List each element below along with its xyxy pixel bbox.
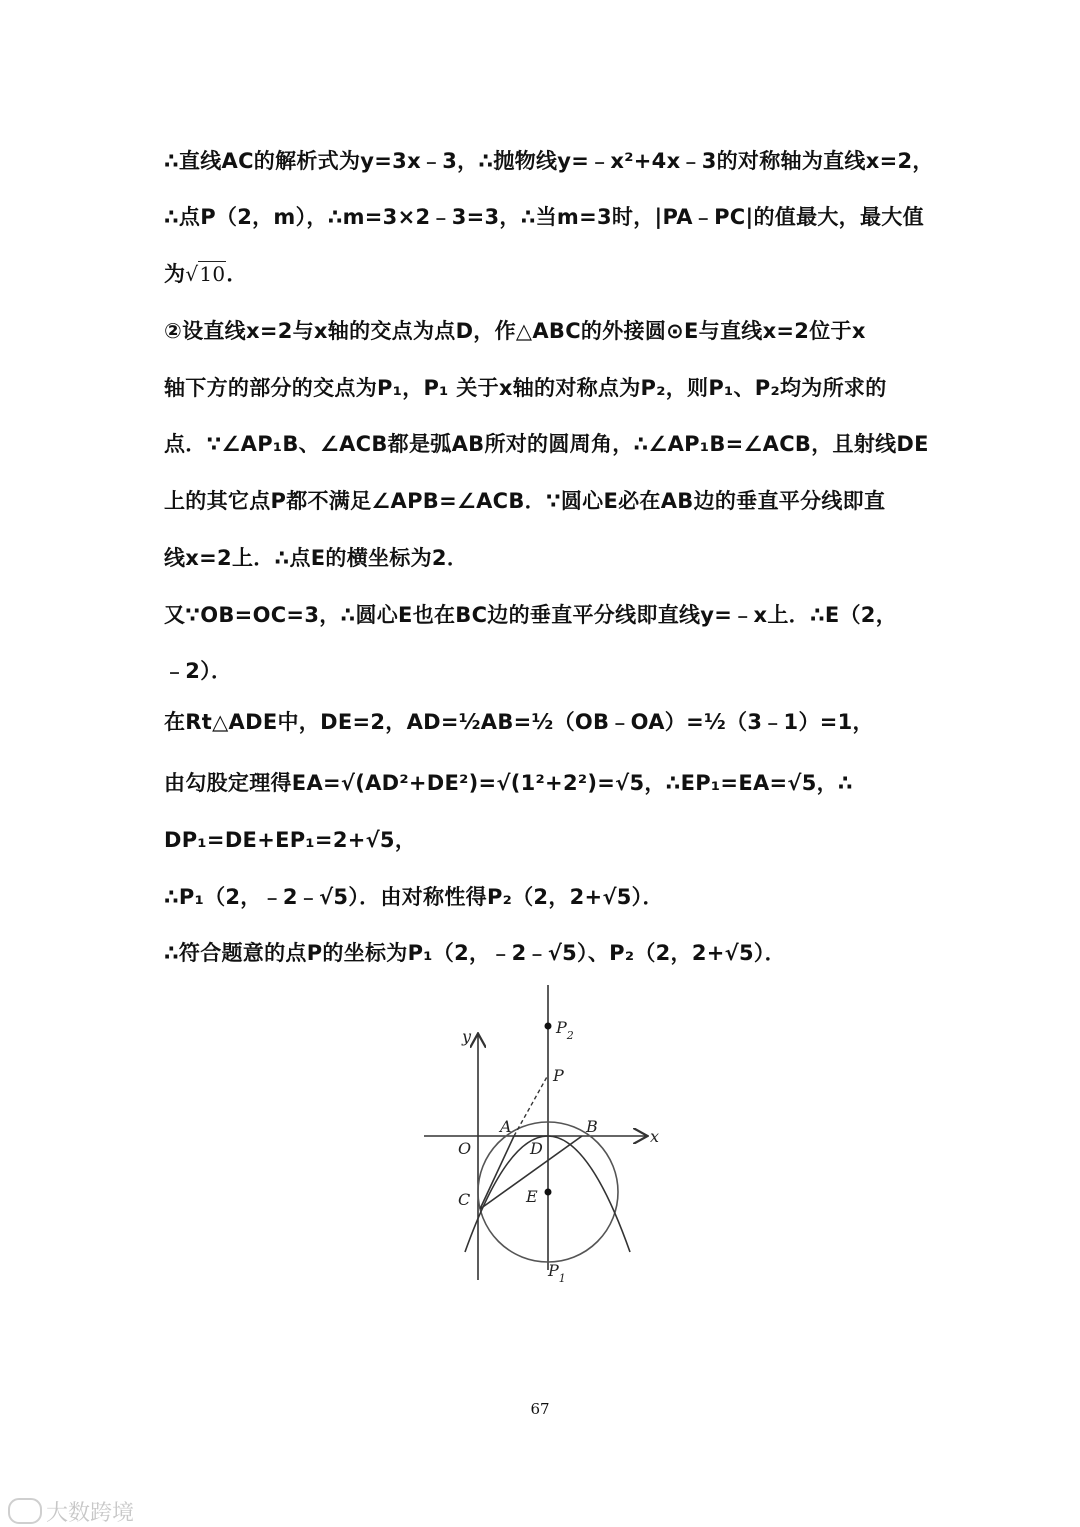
point-e (545, 1189, 552, 1196)
line-13-text: DP₁=DE+EP₁=2+√5， (164, 828, 417, 852)
label-p2-sub: 2 (566, 1029, 574, 1042)
line-4-text: ②设直线x=2与x轴的交点为点D，作△ABC的外接圆⊙E与直线x=2位于x (164, 319, 866, 343)
line-6-text: 点．∵∠AP₁B、∠ACB都是弧AB所对的圆周角，∴∠AP₁B=∠ACB，且射线DE (164, 432, 929, 456)
line-5 (164, 373, 887, 403)
line-11-text: 在Rt△ADE中，DE=2，AD=½AB=½（OB﹣OA）=½（3﹣1）=1， (164, 710, 874, 734)
label-p1 (547, 1261, 566, 1285)
line-9-text: 又∵OB=OC=3，∴圆心E也在BC边的垂直平分线即直线y=﹣x上．∴E（2， (164, 603, 898, 627)
sqrt-10-radicand: 10 (199, 262, 226, 286)
label-y: y (462, 1027, 472, 1046)
dashed-pa (514, 1075, 548, 1136)
line-5-text: 轴下方的部分的交点为P₁，P₁ 关于x轴的对称点为P₂，则P₁、P₂均为所求的 (164, 376, 887, 400)
line-3 (164, 259, 248, 289)
label-e: E (526, 1187, 538, 1206)
label-p1-letter: P (548, 1261, 559, 1280)
sqrt-10: √10 (185, 262, 226, 286)
line-8-text: 线x=2上．∴点E的横坐标为2． (164, 546, 469, 570)
line-1 (164, 146, 934, 176)
line-14-text: ∴P₁（2，﹣2﹣√5）．由对称性得P₂（2，2+√5）． (164, 885, 664, 909)
label-p2 (555, 1018, 574, 1042)
label-p2-letter: P (556, 1018, 567, 1037)
label-x: x (650, 1127, 660, 1146)
watermark (8, 1496, 134, 1527)
line-3-prefix: 为 (164, 262, 186, 286)
line-15-text: ∴符合题意的点P的坐标为P₁（2，﹣2﹣√5）、P₂（2，2+√5）． (164, 941, 786, 965)
label-b: B (586, 1117, 598, 1136)
line-11 (164, 707, 874, 737)
line-10 (164, 656, 232, 686)
line-7-text: 上的其它点P都不满足∠APB=∠ACB．∵圆心E必在AB边的垂直平分线即直 (164, 489, 886, 513)
line-10-text: ﹣2）． (164, 659, 233, 683)
line-12-text: 由勾股定理得EA=√(AD²+DE²)=√(1²+2²)=√5，∴EP₁=EA=√5，∴ (164, 771, 853, 795)
line-2 (164, 202, 924, 232)
line-8 (164, 543, 468, 573)
geometry-figure (410, 980, 680, 1290)
label-p1-sub: 1 (558, 1272, 566, 1285)
watermark-text: 大数跨境 (46, 1501, 135, 1526)
line-4 (164, 316, 866, 346)
line-12 (164, 768, 853, 798)
line-14 (164, 882, 664, 912)
line-7 (164, 486, 885, 516)
line-13 (164, 825, 416, 855)
label-o: O (458, 1139, 472, 1158)
page-number: 67 (530, 1400, 550, 1418)
point-p2 (545, 1023, 552, 1030)
label-d: D (530, 1139, 543, 1158)
line-6 (164, 429, 929, 459)
watermark-logo-icon (8, 1498, 42, 1524)
label-a: A (500, 1117, 512, 1136)
line-2-text: ∴点P（2，m），∴m=3×2﹣3=3，∴当m=3时，|PA﹣PC|的值最大，最大值 (164, 205, 924, 229)
line-1-text: ∴直线AC的解析式为y=3x﹣3，∴抛物线y=﹣x²+4x﹣3的对称轴为直线x=2， (164, 149, 934, 173)
line-3-suffix: ． (226, 262, 248, 286)
label-p: P (553, 1066, 564, 1085)
label-c: C (458, 1190, 471, 1209)
line-15 (164, 938, 786, 968)
segment-ac (480, 1136, 514, 1209)
line-9 (164, 600, 897, 630)
